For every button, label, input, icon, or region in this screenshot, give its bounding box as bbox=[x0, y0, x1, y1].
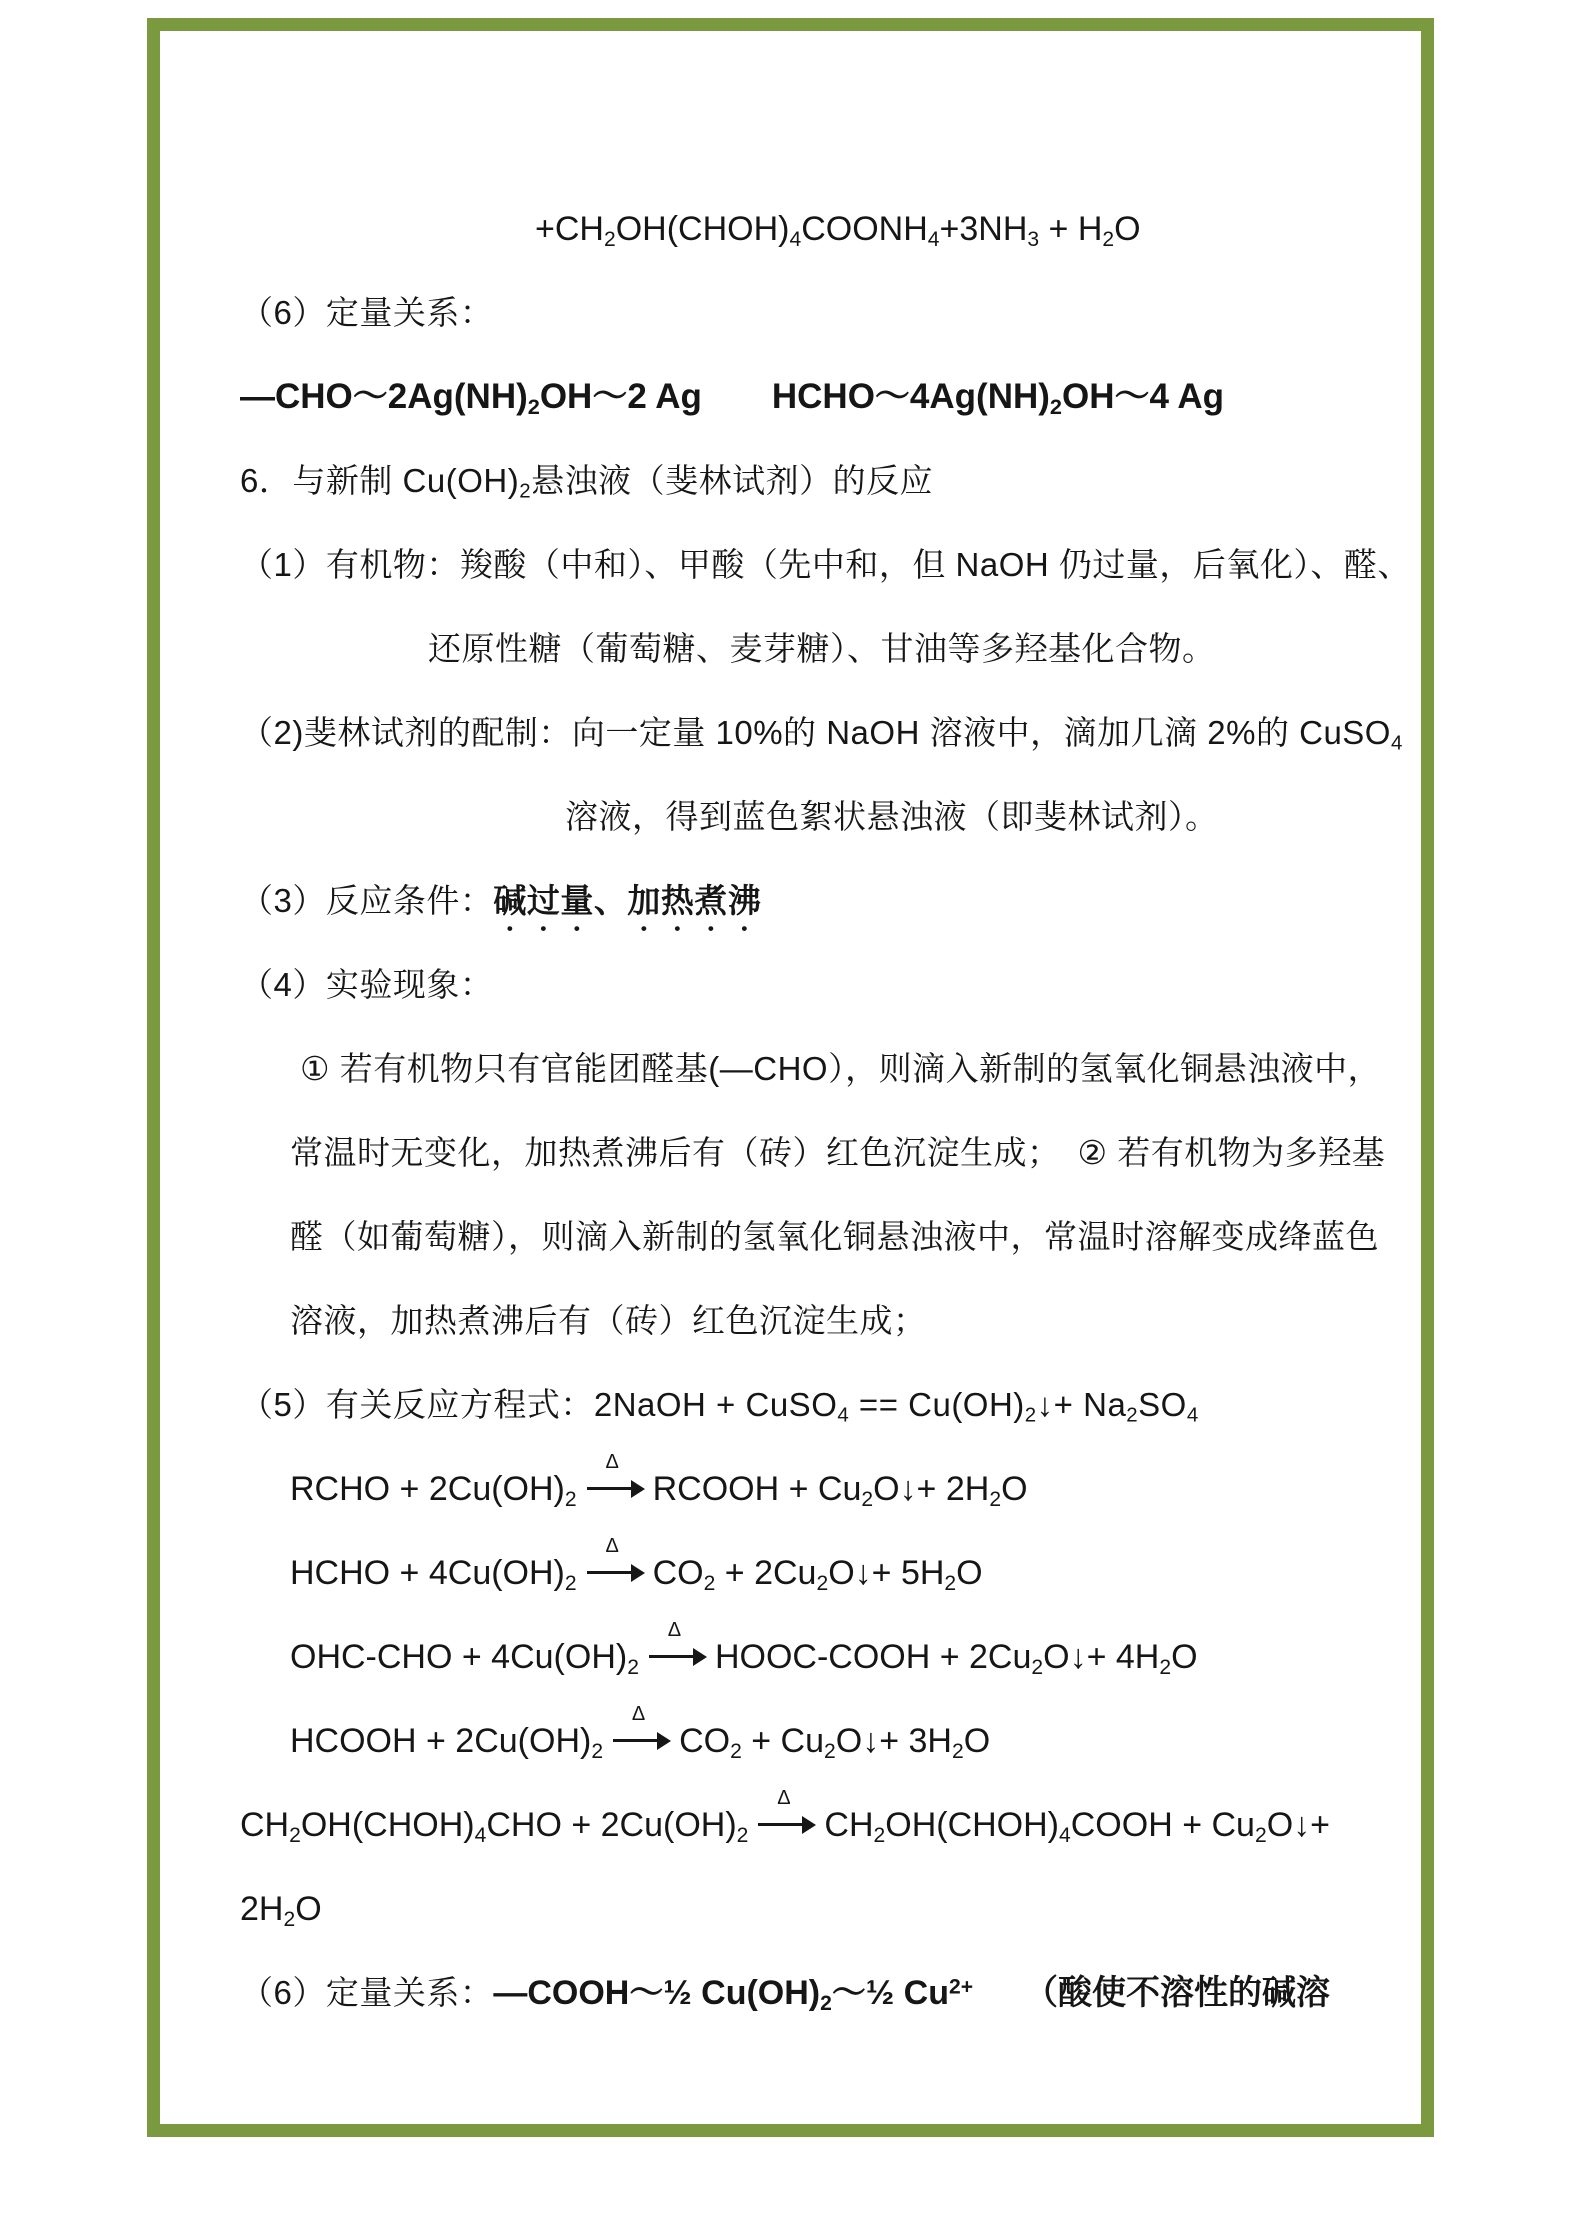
item4-line3: 醛（如葡萄糖），则滴入新制的氢氧化铜悬浊液中，常温时溶解变成绛蓝色 bbox=[290, 1218, 1379, 1255]
silver-quantity-relation: $—CHO\sim 2Ag(NH)_2OH\sim 2$ Ag $HCHO\sim 4Ag(NH)_2OH\sim 4$ Ag bbox=[240, 377, 1225, 420]
item1-line2: 还原性糖（葡萄糖、麦芽糖）、甘油等多羟基化合物。 bbox=[428, 630, 1216, 667]
item6-line bbox=[240, 1951, 1421, 2035]
equation-ammonia-product: $+CH_2OH(CHOH)_4COONH_4+3NH_3 + H_2O$ bbox=[535, 210, 1141, 251]
item6-relation: —COOH～½ $Cu(OH)_2\sim\frac{1}{2}$ $Cu^{2+}$ （酸使不溶性的碱溶 bbox=[493, 1974, 1331, 2015]
section6-heading: 6．与新制 $Cu(OH)_2$悬浊液（斐林试剂）的反应 bbox=[240, 462, 934, 503]
item4-line4: 溶液，加热煮沸后有（砖）红色沉淀生成； bbox=[290, 1302, 927, 1339]
item3-label: （3）反应条件： bbox=[240, 882, 494, 919]
item6-label: （6）定量关系： bbox=[240, 1974, 494, 2011]
item4-line1: ① 若有机物只有官能团醛基(—CHO），则滴入新制的氢氧化铜悬浊液中， bbox=[300, 1050, 1382, 1087]
item2-line2: 溶液，得到蓝色絮状悬浊液（即斐林试剂）。 bbox=[565, 798, 1219, 835]
equation-hcooh: HCOOH + $2Cu(OH)_2$ Δ $CO_2$ + $Cu_2O↓+ 3H_2O$ bbox=[290, 1703, 991, 1763]
item1-line1: （1）有机物：羧酸（中和）、甲酸（先中和，但 NaOH 仍过量，后氧化）、醛、 bbox=[240, 546, 1411, 583]
delta-arrow-icon: Δ bbox=[587, 1476, 645, 1502]
equation-glucose-part1: $CH_2OH(CHOH)_4CHO + 2Cu(OH)_2$ Δ $CH_2OH(CHOH)_4COOH$ + $Cu_2O↓+$ bbox=[240, 1787, 1331, 1847]
equation-hcho: HCHO + $4Cu(OH)_2$ Δ $CO_2$ + $2Cu_2O↓+ 5H_2O$ bbox=[290, 1535, 983, 1595]
item3-line bbox=[240, 859, 1421, 943]
item2-line1: （2)斐林试剂的配制：向一定量 10%的 NaOH 溶液中，滴加几滴 2%的 CuSO$_4$ bbox=[240, 714, 1403, 755]
delta-arrow-icon: Δ bbox=[758, 1812, 816, 1838]
delta-arrow-icon: Δ bbox=[649, 1644, 707, 1670]
item3-emphasis: 碱过量、加热煮沸 bbox=[493, 882, 762, 919]
equation-glucose-part2: $2H_2O$ bbox=[240, 1890, 322, 1931]
silver-quantity-label: （6）定量关系： bbox=[240, 294, 494, 331]
item4-label: （4）实验现象： bbox=[240, 966, 494, 1003]
equation-rcho: RCHO + $2Cu(OH)_2$ Δ RCOOH + $Cu_2O↓+ 2H_2O$ bbox=[290, 1451, 1028, 1511]
delta-arrow-icon: Δ bbox=[613, 1728, 671, 1754]
item5-label-equation: （5）有关反应方程式：2NaOH + CuSO$_4$ == $Cu(OH)_2↓+ Na_2SO_4$ bbox=[240, 1386, 1199, 1427]
page-border-frame bbox=[147, 18, 1434, 2137]
equation-ohc-cho: $OHC-CHO + 4Cu(OH)_2$ Δ HOOC-COOH + $2Cu_2O↓+ 4H_2O$ bbox=[290, 1619, 1198, 1679]
document-content bbox=[160, 31, 1421, 2124]
delta-arrow-icon: Δ bbox=[587, 1560, 645, 1586]
item4-line2: 常温时无变化，加热煮沸后有（砖）红色沉淀生成； ② 若有机物为多羟基 bbox=[290, 1134, 1386, 1171]
